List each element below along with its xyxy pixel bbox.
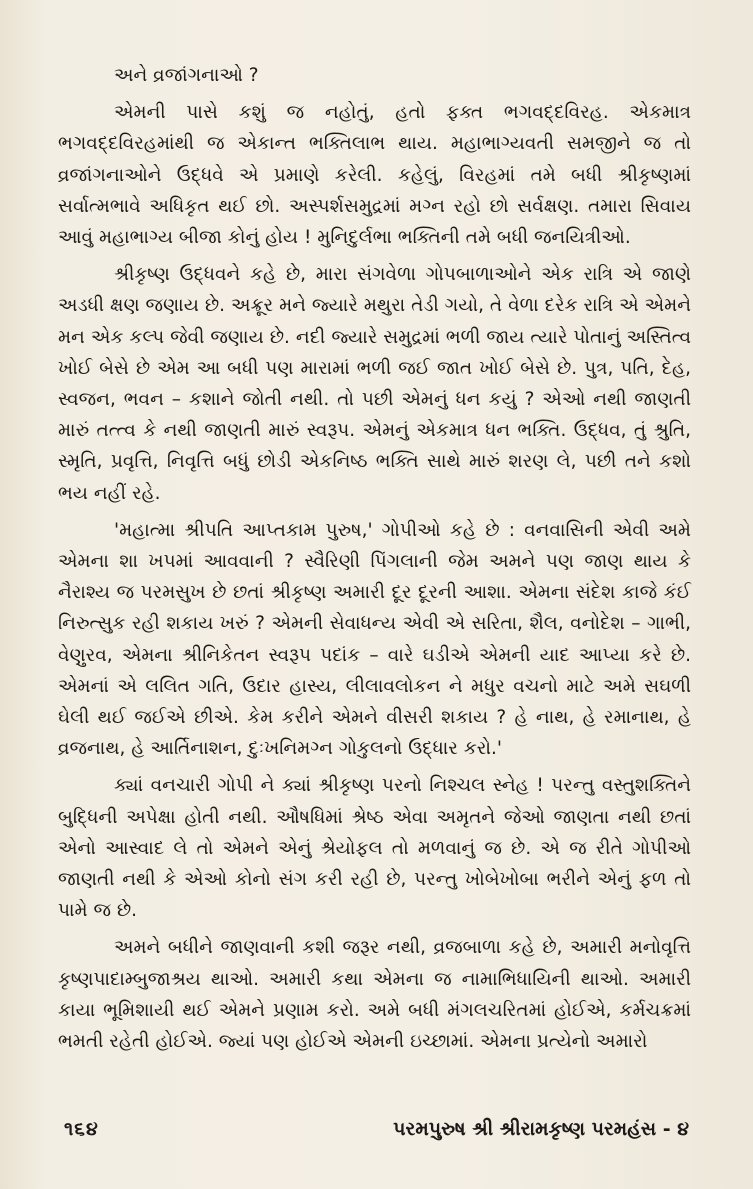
paragraph-5: ક્યાં વનચારી ગોપી ને ક્યાં શ્રીકૃષ્ણ પરનો નિશ્ચલ સ્નેહ ! પરન્તુ વસ્તુશક્તિને બુદ્ધિની અપેક્ષા હોતી નથી. ઔષધિમાં શ્રેષ્ઠ એવા અમૃતને જેઓ જાણતા નથી છતાં એનો આસ્વાદ લે તો એમને એનું શ્રેયોફલ તો મળવાનું જ છે. એ જ રીતે ગોપીઓ જાણતી નથી કે એઓ કોનો સંગ કરી રહી છે, પરન્તુ ખોબેખોબા ભરીને એનું ફળ તો પામે જ છે. xyxy=(58,775,691,922)
page-number: ૧૬૪ xyxy=(64,1118,99,1140)
running-title: પરમપુરુષ શ્રી શ્રીરામકૃષ્ણ પરમહંસ - ૪ xyxy=(393,1118,689,1140)
paragraph-1: અને વ્રજાંગનાઓ ? xyxy=(114,65,259,86)
page-footer xyxy=(0,1118,753,1152)
paragraph-2: એમની પાસે કશું જ નહોતું, હતો ફક્ત ભગવદ્દવિરહ. એકમાત્ર ભગવદ્દવિરહમાંથી જ એકાન્ત ભક્તિલાભ થાય. મહાભાગ્યવતી સમજીને જ તો વ્રજાંગનાઓને ઉદ્ધવે એ પ્રમાણે કરેલી. કહેલું, વિરહમાં તમે બધી શ્રીકૃષ્ણમાં સર્વાત્મભાવે અધિકૃત થઈ છો. અસ્પર્શસમુદ્રમાં મગ્ન રહો છો સર્વક્ષણ. તમારા સિવાય આવું મહાભાગ્ય બીજા કોનું હોય ! મુનિદુર્લભા ભક્તિની તમે બધી જનયિત્રીઓ. xyxy=(58,102,691,249)
paragraph-4: 'મહાત્મા શ્રીપતિ આપ્તકામ પુરુષ,' ગોપીઓ કહે છે : વનવાસિની એવી અમે એમના શા ખપમાં આવવાની ? સ્વૈરિણી પિંગલાની જેમ અમને પણ જાણ થાય કે નૈરાશ્ય જ પરમસુખ છે છતાં શ્રીકૃષ્ણ અમારી દૂર દૂરની આશા. એમના સંદેશ કાજે કંઈ નિરુત્સુક રહી શકાય ખરું ? એમની સેવાધન્ય એવી એ સરિતા, શૈલ, વનોદેશ – ગાભી, વેણુરવ, એમના શ્રીનિકેતન સ્વરૂપ પદાંક – વારે ઘડીએ એમની યાદ આપ્યા કરે છે. એમનાં એ લલિત ગતિ, ઉદાર હાસ્ય, લીલાવલોકન ને મધુર વચનો માટે અમે સઘળી ઘેલી થઈ જઈએ છીએ. કેમ કરીને એમને વીસરી શકાય ? હે નાથ, હે રમાનાથ, હે વ્રજનાથ, હે આર્તિનાશન, દુઃખનિમગ્ન ગોકુલનો ઉદ્ધાર કરો.' xyxy=(58,519,691,760)
paragraph-3: શ્રીકૃષ્ણ ઉદ્ધવને કહે છે, મારા સંગવેળા ગોપબાળાઓને એક રાત્રિ એ જાણે અડધી ક્ષણ જણાય છે. અક્રૂર મને જ્યારે મથુરા તેડી ગયો, તે વેળા દરેક રાત્રિ એ એમને મન એક કલ્પ જેવી જણાય છે. નદી જ્યારે સમુદ્રમાં ભળી જાય ત્યારે પોતાનું અસ્તિત્વ ખોઈ બેસે છે એમ આ બધી પણ મારામાં ભળી જઈ જાત ખોઈ બેસે છે. પુત્ર, પતિ, દેહ, સ્વજન, ભવન – કશાને જોતી નથી. તો પછી એમનું ધન કયું ? એઓ નથી જાણતી મારું તત્ત્વ કે નથી જાણતી મારું સ્વરૂપ. એમનું એકમાત્ર ધન ભક્તિ. ઉદ્ધવ, તું શ્રુતિ, સ્મૃતિ, પ્રવૃત્તિ, નિવૃત્તિ બધું છોડી એકનિષ્ઠ ભક્તિ સાથે મારું શરણ લે, પછી તને કશો ભય નહીં રહે. xyxy=(58,264,691,504)
paragraph-6: અમને બધીને જાણવાની કશી જરૂર નથી, વ્રજબાળા કહે છે, અમારી મનોવૃત્તિ કૃષ્ણપાદામ્બુજાશ્રય થાઓ. અમારી કથા એમના જ નામાભિધાયિની થાઓ. અમારી કાયા ભૂમિશાયી થઈ એમને પ્રણામ કરો. અમે બધી મંગલચરિતમાં હોઈએ, કર્મચક્રમાં ભમતી રહેતી હોઈએ. જ્યાં પણ હોઈએ એમની ઇચ્છામાં. એમના પ્રત્યેનો અમારો xyxy=(58,937,691,1053)
body-text xyxy=(58,60,691,1057)
